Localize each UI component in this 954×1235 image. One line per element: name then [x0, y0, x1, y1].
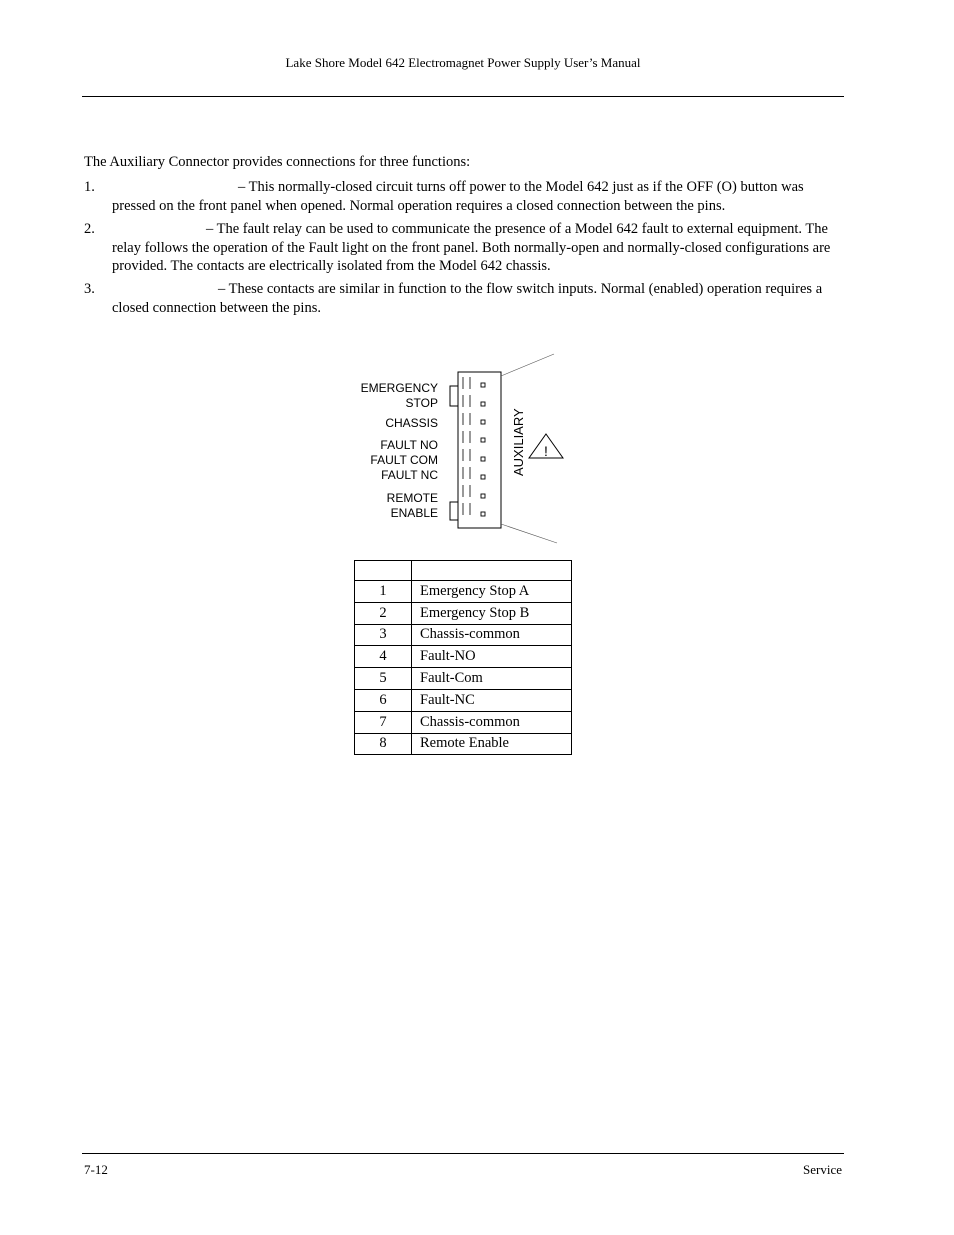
label-stop: STOP: [405, 396, 438, 410]
table-header-row: [355, 561, 572, 581]
list-item-remote-enable: [84, 280, 840, 317]
pin-signal: Fault-NC: [412, 689, 572, 711]
pin-2: [481, 402, 485, 406]
table-row: [355, 668, 572, 690]
table-row: [355, 581, 572, 603]
label-fault-no: FAULT NO: [380, 438, 438, 452]
label-fault-com: FAULT COM: [370, 453, 438, 467]
list-item-text-continued: requires a closed connection between the pins.: [112, 281, 823, 316]
list-item-text: – These contacts are similar in function to the flow switch inputs. Normal (enabled) operation: [218, 281, 762, 297]
header-rule: [82, 96, 844, 97]
table-row: [355, 646, 572, 668]
page-number: 7-12: [84, 1162, 108, 1177]
pin-signal: Remote Enable: [412, 733, 572, 755]
pin-signal: Emergency Stop A: [412, 581, 572, 603]
connector-body: [450, 372, 501, 528]
list-item-text: – This normally-closed circuit turns off power to the Model 642 just as if the OFF (O) button was: [238, 179, 804, 195]
table-row: [355, 624, 572, 646]
pin-3: [481, 420, 485, 424]
footer-rule: [82, 1153, 844, 1154]
auxiliary-connector-diagram: [350, 352, 570, 548]
list-item-emergency-stop: [84, 178, 840, 215]
label-emergency: EMERGENCY: [360, 381, 438, 395]
pin-5: [481, 457, 485, 461]
list-item-text-continued: The relay follows the operation of the Fault light on the front panel. Both normally-open and normally-closed configurations are provided. The contacts are electrically isolated from the Model 642 chassis.: [112, 221, 831, 274]
svg-text:!: !: [544, 443, 548, 459]
pin-signal: Fault-NO: [412, 646, 572, 668]
table-row: [355, 733, 572, 755]
pin-number: 7: [355, 711, 412, 733]
table-row: [355, 711, 572, 733]
pin-number: 4: [355, 646, 412, 668]
label-enable: ENABLE: [390, 506, 438, 520]
table-row: [355, 602, 572, 624]
pin-number: 3: [355, 624, 412, 646]
list-item-text-continued: pressed on the front panel when opened. Normal operation requires a closed connection between the pins.: [112, 197, 726, 214]
intro-paragraph: The Auxiliary Connector provides connections for three functions:: [84, 154, 471, 170]
pin-number: 2: [355, 602, 412, 624]
list-number: 1.: [84, 179, 95, 195]
pin-6: [481, 475, 485, 479]
connector-slots: [463, 377, 470, 515]
pin-signal: Fault-Com: [412, 668, 572, 690]
pin-number: 6: [355, 689, 412, 711]
pin-signal: Chassis-common: [412, 624, 572, 646]
warning-icon: [529, 434, 563, 459]
connector-name: AUXILIARY: [511, 408, 526, 476]
list-item-text: – The fault relay can be used to communicate the presence of a Model 642 fault to external equipment.: [206, 221, 803, 237]
pin-7: [481, 494, 485, 498]
table-row: [355, 689, 572, 711]
pin-signal: Chassis-common: [412, 711, 572, 733]
auxiliary-pin-table: [354, 560, 572, 755]
label-chassis: CHASSIS: [385, 416, 438, 430]
label-fault-nc: FAULT NC: [381, 468, 438, 482]
list-number: 2.: [84, 221, 95, 237]
list-item-fault-relay: [84, 220, 840, 276]
pin-number: 8: [355, 733, 412, 755]
list-number: 3.: [84, 281, 95, 297]
connector-pins: [481, 383, 485, 516]
running-header: Lake Shore Model 642 Electromagnet Power Supply User’s Manual: [285, 55, 641, 70]
pin-4: [481, 438, 485, 442]
pin-number: 5: [355, 668, 412, 690]
label-remote: REMOTE: [386, 491, 438, 505]
pin-number: 1: [355, 581, 412, 603]
section-name: Service: [803, 1162, 842, 1177]
pin-signal: Emergency Stop B: [412, 602, 572, 624]
pin-1: [481, 383, 485, 387]
callout-lines: [501, 354, 557, 543]
pin-8: [481, 512, 485, 516]
